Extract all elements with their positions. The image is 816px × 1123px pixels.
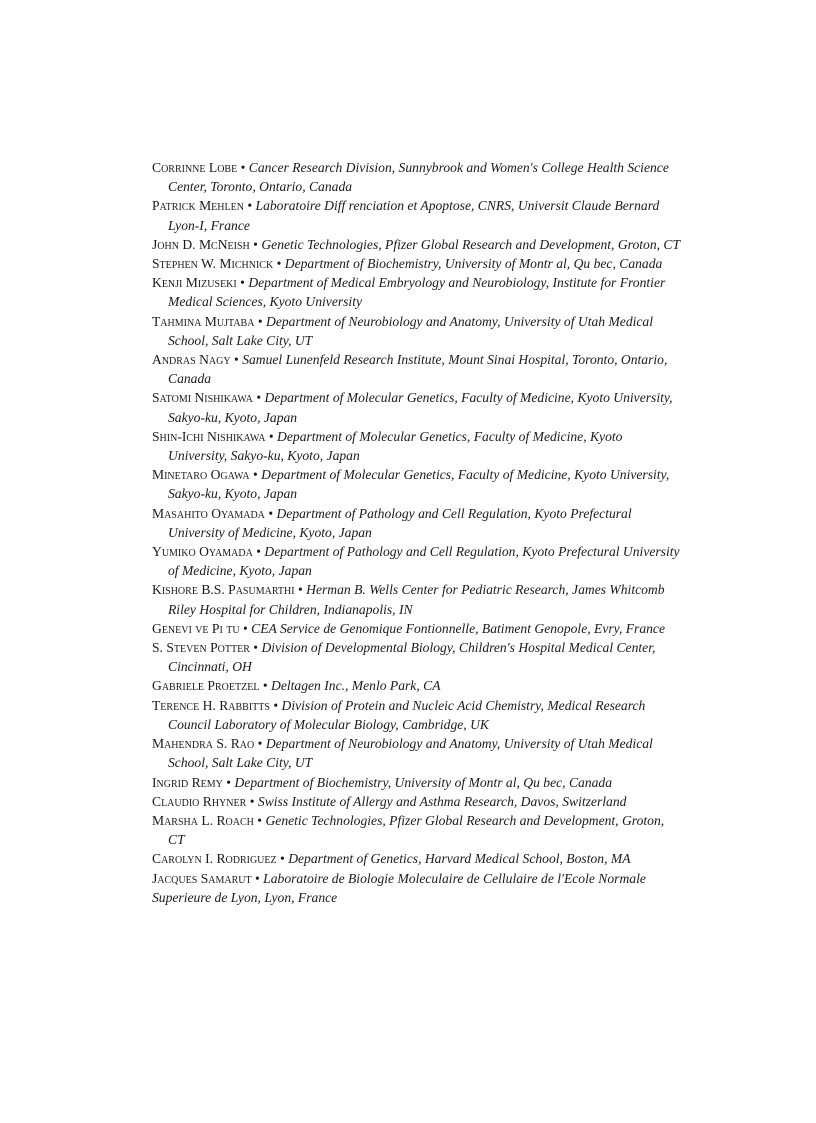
- contributor-name: Satomi Nishikawa: [152, 390, 253, 406]
- contributor-affiliation: Herman B. Wells Center for Pediatric Research, James Whitcomb Riley Hospital for Children, Indianapolis, IN: [168, 582, 665, 617]
- contributor-entry: [152, 542, 682, 580]
- contributor-name: S. Steven Potter: [152, 640, 250, 656]
- contributor-affiliation: Department of Molecular Genetics, Faculty of Medicine, Kyoto University, Sakyo-ku, Kyoto, Japan: [168, 467, 670, 502]
- contributor-entry: [152, 773, 682, 792]
- contributor-name: Kenji Mizuseki: [152, 275, 237, 291]
- bullet-separator: •: [268, 505, 274, 521]
- contributor-name: John D. McNeish: [152, 236, 250, 252]
- bullet-separator: •: [297, 582, 303, 598]
- contributor-name: Tahmina Mujtaba: [152, 313, 255, 329]
- contributor-entry: [152, 811, 682, 849]
- contributor-affiliation: Swiss Institute of Allergy and Asthma Research, Davos, Switzerland: [257, 793, 627, 809]
- contributor-entry: [152, 350, 682, 388]
- bullet-separator: •: [280, 851, 285, 867]
- contributor-entry: [152, 465, 682, 503]
- contributor-affiliation: Department of Neurobiology and Anatomy, University of Utah Medical School, Salt Lake City, UT: [168, 313, 654, 348]
- contributor-entry: [152, 158, 682, 196]
- contributor-name: Stephen W. Michnick: [152, 256, 274, 272]
- bullet-separator: •: [273, 697, 279, 713]
- contributor-affiliation: Department of Biochemistry, University of Montr al, Qu bec, Canada: [284, 256, 663, 272]
- contributor-affiliation: Department of Pathology and Cell Regulation, Kyoto Prefectural University of Medicine, Kyoto, Japan: [168, 505, 632, 540]
- contributor-name: Patrick Mehlen: [152, 198, 244, 214]
- contributor-name: Marsha L. Roach: [152, 812, 254, 828]
- contributor-name: Ingrid Remy: [152, 774, 223, 790]
- bullet-separator: •: [268, 428, 274, 444]
- contributor-name: Minetaro Ogawa: [152, 467, 250, 483]
- contributor-affiliation: Cancer Research Division, Sunnybrook and Women's College Health Science Center, Toronto, Ontario, Canada: [168, 160, 669, 195]
- bullet-separator: •: [255, 870, 260, 886]
- contributor-list: [152, 158, 682, 907]
- contributor-entry: [152, 792, 682, 811]
- contributor-affiliation: Department of Neurobiology and Anatomy, University of Utah Medical School, Salt Lake City, UT: [168, 736, 653, 771]
- contributor-entry: [152, 696, 682, 734]
- contributor-affiliation: Department of Molecular Genetics, Faculty of Medicine, Kyoto University, Sakyo-ku, Kyoto, Japan: [168, 428, 623, 464]
- contributor-name: Kishore B.S. Pasumarthi: [152, 582, 295, 598]
- bullet-separator: •: [256, 544, 261, 560]
- contributor-affiliation: Division of Protein and Nucleic Acid Chemistry, Medical Research Council Laboratory of Molecular Biology, Cambridge, UK: [168, 697, 646, 732]
- contributor-name: Gabriele Proetzel: [152, 678, 260, 694]
- contributor-entry: [152, 638, 682, 676]
- bullet-separator: •: [234, 352, 239, 368]
- contributor-entry: [152, 254, 682, 273]
- contributor-entry: [152, 388, 682, 426]
- contributor-name: Shin-Ichi Nishikawa: [152, 428, 266, 444]
- bullet-separator: •: [257, 812, 263, 828]
- contributor-name: Yumiko Oyamada: [152, 544, 253, 560]
- contributor-entry: [152, 619, 682, 638]
- contributor-entry: [152, 580, 682, 618]
- bullet-separator: •: [226, 774, 232, 790]
- contributor-affiliation: Genetic Technologies, Pfizer Global Research and Development, Groton, CT: [261, 236, 681, 252]
- bullet-separator: •: [262, 678, 268, 694]
- contributor-entry: [152, 273, 682, 311]
- contributor-name: Genevi ve Pi tu: [152, 620, 240, 636]
- contributor-name: Terence H. Rabbitts: [152, 697, 270, 713]
- bullet-separator: •: [257, 736, 263, 752]
- bullet-separator: •: [242, 620, 248, 636]
- contributor-affiliation: Samuel Lunenfeld Research Institute, Mount Sinai Hospital, Toronto, Ontario, Canada: [168, 352, 668, 387]
- contributor-name: Andras Nagy: [152, 352, 231, 368]
- bullet-separator: •: [252, 467, 258, 483]
- contributor-affiliation: Department of Biochemistry, University of Montr al, Qu bec, Canada: [234, 774, 613, 790]
- bullet-separator: •: [257, 313, 263, 329]
- contributor-entry: [152, 734, 682, 772]
- bullet-separator: •: [256, 390, 262, 406]
- contributor-entry: [152, 196, 682, 234]
- contributor-entry: [152, 869, 682, 907]
- contributor-entry: [152, 235, 682, 254]
- bullet-separator: •: [240, 160, 246, 175]
- contributor-entry: [152, 427, 682, 465]
- contributor-affiliation: Department of Molecular Genetics, Faculty of Medicine, Kyoto University, Sakyo-ku, Kyoto, Japan: [168, 390, 673, 425]
- bullet-separator: •: [253, 236, 258, 252]
- contributor-name: Claudio Rhyner: [152, 793, 247, 809]
- contributor-affiliation: Laboratoire Diff renciation et Apoptose, CNRS, Universit Claude Bernard Lyon-I, France: [168, 198, 660, 233]
- bullet-separator: •: [247, 198, 253, 214]
- contributor-entry: [152, 849, 682, 868]
- contributor-affiliation: Laboratoire de Biologie Moleculaire de Cellulaire de l'Ecole Normale Superieure de Lyon, Lyon, France: [152, 870, 646, 905]
- contributor-name: Carolyn I. Rodriguez: [152, 851, 277, 867]
- bullet-separator: •: [276, 256, 282, 272]
- contributor-entry: [152, 504, 682, 542]
- bullet-separator: •: [249, 793, 255, 809]
- contributor-affiliation: CEA Service de Genomique Fontionnelle, Batiment Genopole, Evry, France: [251, 620, 665, 636]
- contributor-affiliation: Department of Genetics, Harvard Medical School, Boston, MA: [288, 851, 631, 867]
- contributor-affiliation: Department of Pathology and Cell Regulation, Kyoto Prefectural University of Medicine, Kyoto, Japan: [168, 544, 680, 579]
- contributor-name: Mahendra S. Rao: [152, 736, 255, 752]
- contributor-entry: [152, 312, 682, 350]
- bullet-separator: •: [240, 275, 245, 291]
- contributor-name: Masahito Oyamada: [152, 505, 265, 521]
- contributor-entry: [152, 676, 682, 695]
- contributor-affiliation: Division of Developmental Biology, Children's Hospital Medical Center, Cincinnati, OH: [168, 640, 656, 675]
- bullet-separator: •: [253, 640, 259, 656]
- contributor-affiliation: Genetic Technologies, Pfizer Global Research and Development, Groton, CT: [168, 812, 665, 848]
- contributor-affiliation: Department of Medical Embryology and Neurobiology, Institute for Frontier Medical Sciences, Kyoto University: [168, 275, 666, 310]
- contributor-name: Corrinne Lobe: [152, 160, 238, 175]
- contributor-name: Jacques Samarut: [152, 870, 252, 886]
- contributor-affiliation: Deltagen Inc., Menlo Park, CA: [271, 678, 441, 694]
